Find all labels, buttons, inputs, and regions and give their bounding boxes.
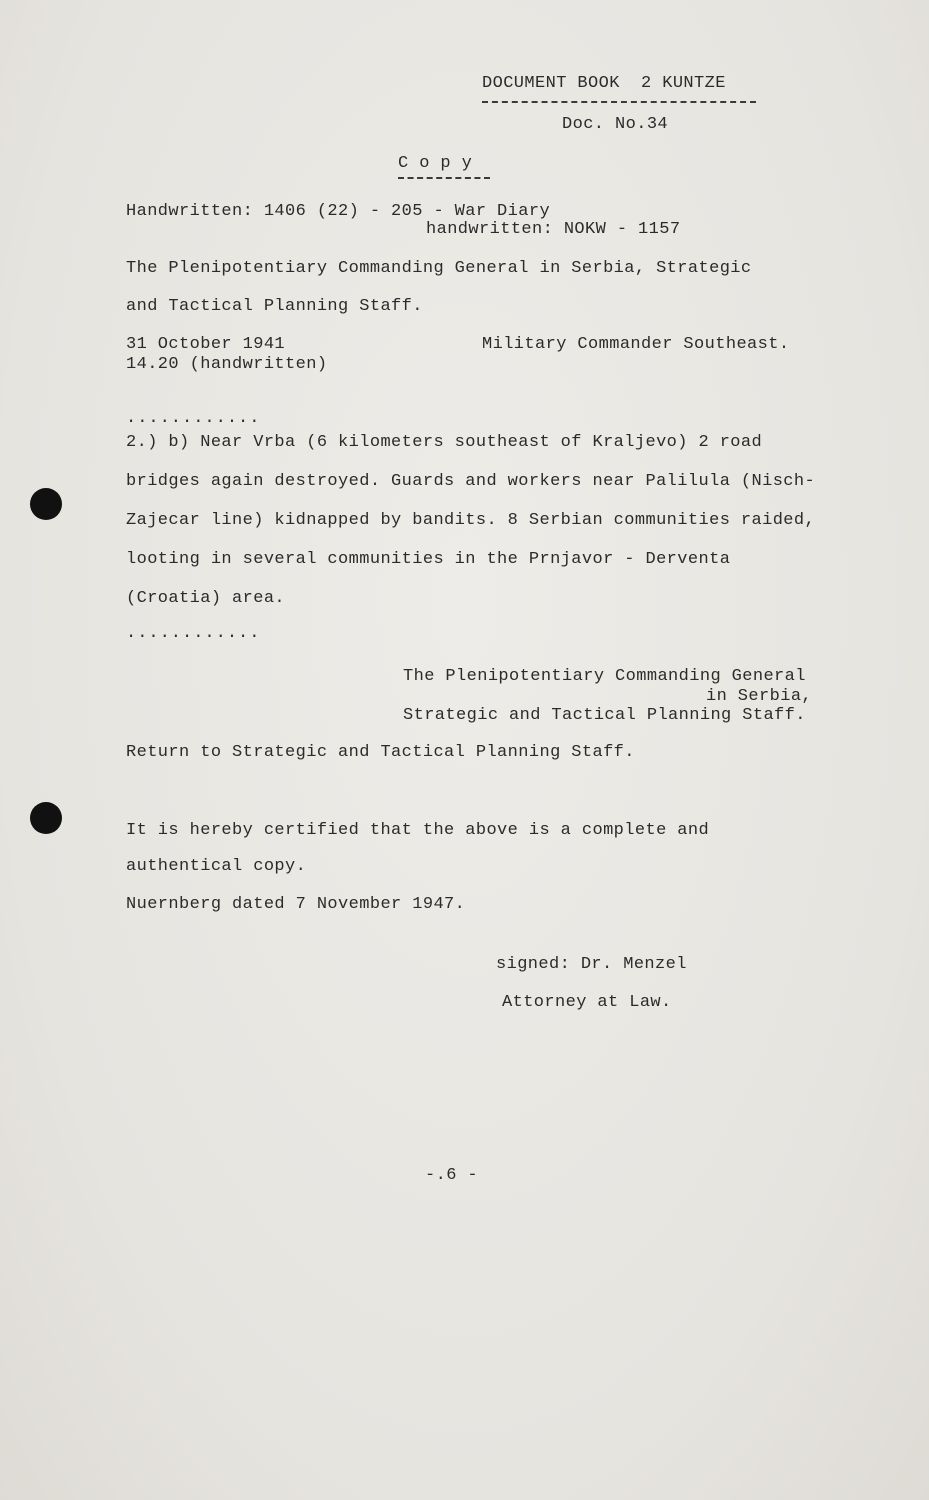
recipient: Military Commander Southeast. bbox=[482, 335, 790, 354]
body-line-3: Zajecar line) kidnapped by bandits. 8 Serbian communities raided, bbox=[126, 511, 816, 530]
return-note: Return to Strategic and Tactical Planning Staff. bbox=[126, 743, 635, 762]
body-line-4: looting in several communities in the Prnjavor - Derventa bbox=[126, 550, 731, 569]
page-number: -.6 - bbox=[425, 1166, 479, 1185]
doc-number: Doc. No.34 bbox=[562, 115, 669, 134]
certification-line-1: It is hereby certified that the above is a complete and bbox=[126, 821, 710, 840]
signature-block-line-1: The Plenipotentiary Commanding General bbox=[403, 667, 806, 686]
origin-line-2: and Tactical Planning Staff. bbox=[126, 297, 423, 316]
punch-hole-upper bbox=[30, 488, 62, 520]
body-line-5: (Croatia) area. bbox=[126, 589, 286, 608]
time: 14.20 (handwritten) bbox=[126, 355, 328, 374]
signature-block-line-3: Strategic and Tactical Planning Staff. bbox=[403, 706, 806, 725]
copy-underline bbox=[398, 177, 490, 179]
header-underline bbox=[482, 101, 756, 103]
document-book-header: DOCUMENT BOOK 2 KUNTZE bbox=[482, 74, 726, 93]
signature-block-line-2: in Serbia, bbox=[706, 687, 813, 706]
handwritten-reference-1: Handwritten: 1406 (22) - 205 - War Diary bbox=[126, 202, 551, 221]
date: 31 October 1941 bbox=[126, 335, 286, 354]
certification-line-3: Nuernberg dated 7 November 1947. bbox=[126, 895, 466, 914]
copy-title: C o p y bbox=[398, 154, 473, 173]
certification-line-2: authentical copy. bbox=[126, 857, 307, 876]
body-line-2: bridges again destroyed. Guards and workers near Palilula (Nisch- bbox=[126, 472, 816, 491]
ellipsis-top: ............ bbox=[126, 409, 261, 428]
origin-line-1: The Plenipotentiary Commanding General in Serbia, Strategic bbox=[126, 259, 752, 278]
body-line-1: 2.) b) Near Vrba (6 kilometers southeast of Kraljevo) 2 road bbox=[126, 433, 763, 452]
ellipsis-bottom: ............ bbox=[126, 624, 261, 643]
signed-line: signed: Dr. Menzel bbox=[496, 955, 687, 974]
handwritten-reference-2: handwritten: NOKW - 1157 bbox=[426, 220, 681, 239]
attorney-line: Attorney at Law. bbox=[502, 993, 672, 1012]
punch-hole-lower bbox=[30, 802, 62, 834]
